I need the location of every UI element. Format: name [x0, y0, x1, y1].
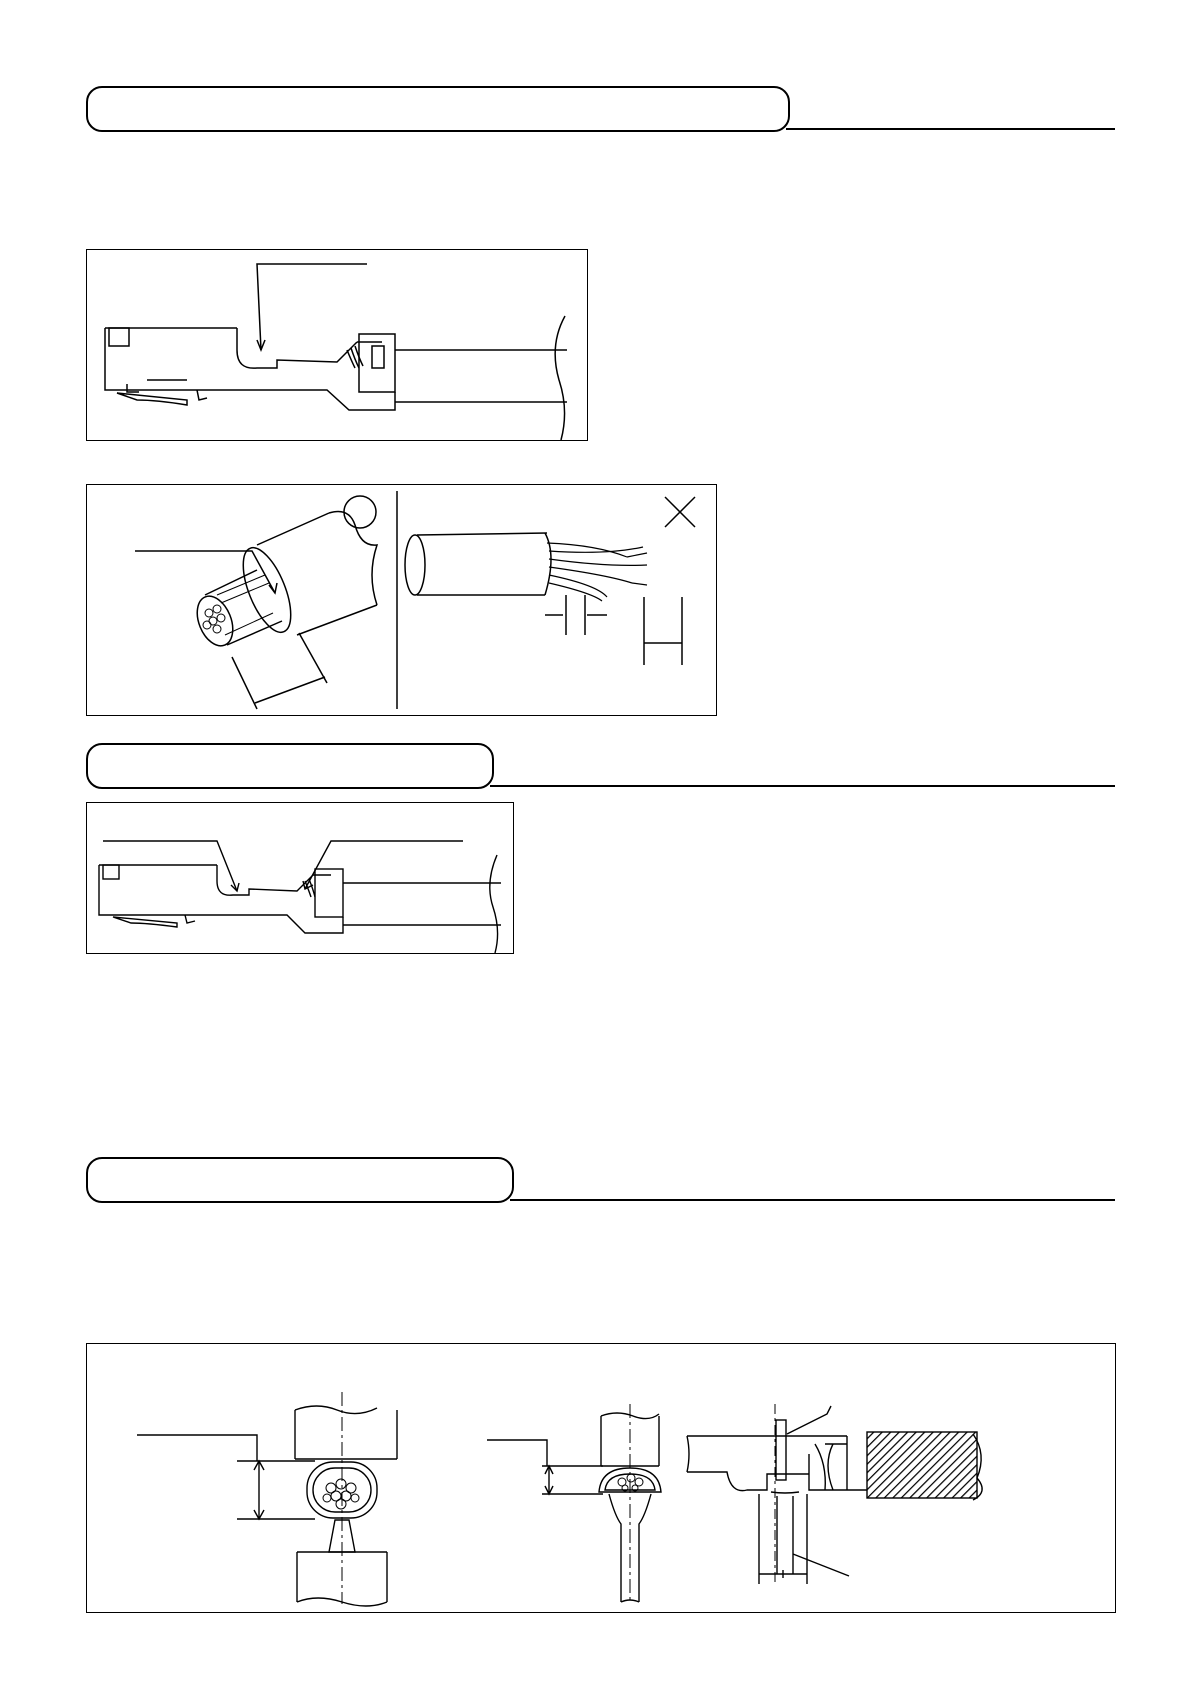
section-3-rule	[510, 1199, 1115, 1201]
section-3-title-box	[86, 1157, 514, 1203]
section-1-rule	[786, 128, 1115, 130]
figure-terminal-crimp-points	[86, 802, 514, 954]
figure-wire-strip-ok-ng	[86, 484, 717, 716]
figure-terminal-side-view	[86, 249, 588, 441]
figure-crimp-cross-sections	[86, 1343, 1116, 1613]
ng-mark-text: ×	[680, 519, 681, 520]
section-2-title-box	[86, 743, 494, 789]
crimp-cross-section-drawing	[87, 1344, 1115, 1612]
terminal-side-drawing	[87, 250, 587, 440]
terminal-crimp-drawing	[87, 803, 513, 953]
section-2-rule	[490, 785, 1115, 787]
section-1-title-box	[86, 86, 790, 132]
wire-strip-drawing	[87, 485, 716, 715]
ok-mark-text: ○	[360, 519, 361, 520]
